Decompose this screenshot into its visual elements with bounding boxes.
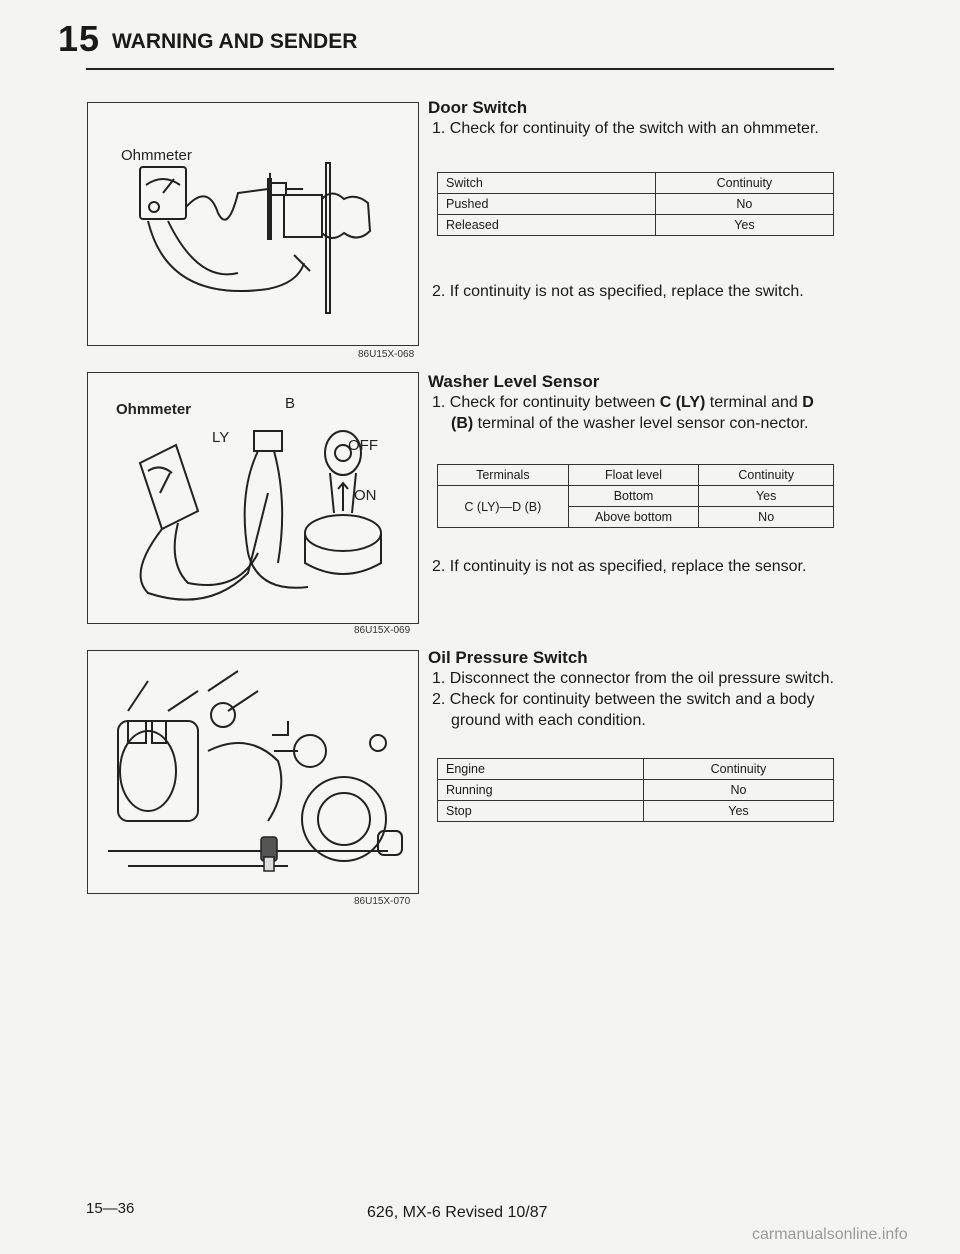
figure-code: 86U15X-070 <box>354 896 411 907</box>
section-title-oil-pressure-switch: Oil Pressure Switch <box>428 648 588 667</box>
table-cell: Stop <box>438 801 644 822</box>
text-run: terminal of the washer level sensor con-nector. <box>473 415 809 432</box>
table-cell: No <box>699 507 834 528</box>
section-title-washer-level-sensor: Washer Level Sensor <box>428 372 600 391</box>
washer-sensor-step-1-text <box>432 392 837 434</box>
table-row <box>438 801 834 822</box>
table-header-cell: Float level <box>568 465 699 486</box>
terminal-d-label: D (B) <box>451 394 814 432</box>
table-cell: Yes <box>643 801 833 822</box>
table-header-row <box>438 759 834 780</box>
table-header-row <box>438 465 834 486</box>
figure-washer-sensor <box>87 372 419 636</box>
footer-model-revision: 626, MX-6 Revised 10/87 <box>367 1204 548 1221</box>
table-row <box>438 486 834 507</box>
washer-sensor-table <box>437 464 834 528</box>
figure-label-ohmmeter: Ohmmeter <box>116 401 192 418</box>
figure-label-ohmmeter: Ohmmeter <box>121 147 192 164</box>
section-title-door-switch: Door Switch <box>428 98 528 117</box>
oil-switch-step-1: 1. Disconnect the connector from the oil pressure switch. <box>432 670 834 687</box>
callout-on: ON <box>354 487 377 504</box>
table-row <box>438 215 834 236</box>
table-row <box>438 780 834 801</box>
door-switch-step-1-text: 1. Check for continuity of the switch with an ohmmeter. <box>432 120 819 137</box>
table-cell: No <box>655 194 833 215</box>
door-switch-illustration <box>88 103 418 345</box>
watermark: carmanualsonline.info <box>752 1226 908 1243</box>
washer-sensor-step-2: 2. If continuity is not as specified, replace the sensor. <box>432 558 807 575</box>
oil-switch-step-2: 2. Check for continuity between the switch and a body ground with each condition. <box>432 691 815 729</box>
table-cell: Above bottom <box>568 507 699 528</box>
chapter-title: WARNING AND SENDER <box>112 30 358 53</box>
chapter-number: 15 <box>58 18 101 59</box>
figure-door-switch <box>87 102 419 360</box>
oil-pressure-sender <box>261 837 277 871</box>
table-row <box>438 194 834 215</box>
table-header-cell: Continuity <box>655 173 833 194</box>
oil-switch-table <box>437 758 834 822</box>
table-cell: Pushed <box>438 194 656 215</box>
washer-sensor-illustration <box>88 373 418 623</box>
table-header-row <box>438 173 834 194</box>
callout-b: B <box>285 395 296 412</box>
table-header-cell: Continuity <box>643 759 833 780</box>
text-run: terminal and <box>705 394 803 411</box>
figure-code: 86U15X-068 <box>358 349 415 360</box>
text-run: 1. Check for continuity between <box>432 394 660 411</box>
table-cell: Bottom <box>568 486 699 507</box>
table-cell: No <box>643 780 833 801</box>
callout-off: OFF <box>348 437 378 454</box>
header-rule <box>86 68 834 70</box>
table-cell: Running <box>438 780 644 801</box>
terminal-c-label: C (LY) <box>659 394 706 411</box>
figure-oil-pressure-switch <box>87 650 419 907</box>
door-switch-step-2: 2. If continuity is not as specified, replace the switch. <box>432 283 804 300</box>
oil-switch-steps <box>432 668 837 731</box>
callout-ly: LY <box>212 429 230 446</box>
table-header-cell: Terminals <box>438 465 569 486</box>
table-cell: Released <box>438 215 656 236</box>
table-cell: Yes <box>699 486 834 507</box>
table-header-cell: Switch <box>438 173 656 194</box>
table-header-cell: Engine <box>438 759 644 780</box>
page-number: 15—36 <box>86 1200 135 1217</box>
table-header-cell: Continuity <box>699 465 834 486</box>
door-switch-table <box>437 172 834 236</box>
figure-code: 86U15X-069 <box>354 625 411 636</box>
washer-sensor-step-1 <box>432 392 837 434</box>
table-cell: Yes <box>655 215 833 236</box>
door-switch-step-1 <box>432 118 827 139</box>
engine-illustration <box>88 651 418 893</box>
table-cell-terminals: C (LY)—D (B) <box>438 486 569 528</box>
